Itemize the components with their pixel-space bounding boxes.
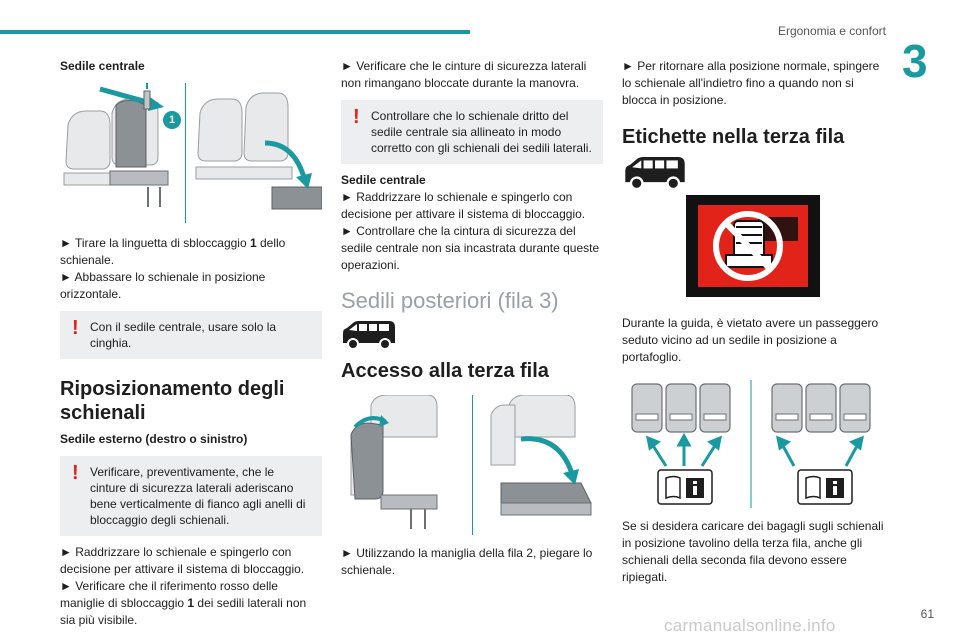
chapter-title-rear-seats: Sedili posteriori (fila 3) [341,288,559,313]
step-return-normal: ► Per ritornare alla posizione normale, spingere lo schienale all'indietro fino a quando non si blocca in posizione. [622,59,880,107]
section-title-repositioning: Riposizionamento degli schienali [60,378,285,424]
subheading-central-seat: Sedile centrale [341,173,426,187]
section-title-labels: Etichette nella terza fila [622,126,845,148]
column-right [622,58,888,586]
vehicle-icon [622,157,888,189]
prohibition-label [686,195,820,297]
column-left [60,58,322,629]
step-raise-backrest: ► Raddrizzare lo schienale e spingerlo con decisione per attivare il sistema di bloccaggio. [60,545,305,576]
callout-1: 1 [163,111,181,129]
header-title: Ergonomia e confort [777,24,886,38]
vehicle-icon [341,321,603,349]
figure-third-row-access [341,395,603,535]
figure-seat-labels [622,380,888,510]
column-middle [341,58,603,579]
header-accent-bar [0,30,470,34]
warning-icon: ! [72,462,79,484]
warning-central-belt: ! Con il sedile centrale, usare solo la cinghia. [60,311,322,359]
warning-icon: ! [353,106,360,128]
paragraph-luggage: Se si desidera caricare dei bagagli sugli schienali in posizione tavolino della terza fila, anche gli schienali della seconda fila devono essere ripiegati. [622,519,884,584]
section-title-third-row-access: Accesso alla terza fila [341,360,549,382]
warning-central-alignment: ! Controllare che lo schienale dritto del sedile centrale sia allineato in modo corretto con gli schienali dei sedili laterali. [341,100,603,164]
warning-outer-belts: ! Verificare, preventivamente, che le cinture di sicurezza laterali aderiscano bene verticalmente di fianco agli anelli di bloccaggio degli schienali. [60,456,322,536]
step-fold-backrest: ► Utilizzando la maniglia della fila 2, piegare lo schienale. [341,546,593,577]
step-check-belts: ► Verificare che le cinture di sicurezza laterali non rimangano bloccate durante la manovra. [341,59,587,90]
step-lower-backrest: ► Abbassare lo schienale in posizione orizzontale. [60,270,266,301]
chapter-number: 3 [902,35,928,87]
step-pull-tab: ► Tirare la linguetta di sbloccaggio 1 dello schienale. [60,236,286,267]
warning-icon: ! [72,317,79,339]
watermark: carmanualsonline.info [664,616,836,635]
subheading-outer-seat: Sedile esterno (destro o sinistro) [60,432,248,446]
figure-central-seat-fold [60,83,322,223]
page-number: 61 [920,607,934,621]
step-check-central-belt: ► Controllare che la cintura di sicurezza del sedile centrale non sia incastrata durante queste operazioni. [341,224,600,272]
step-raise-central: ► Raddrizzare lo schienale e spingerlo con decisione per attivare il sistema di bloccaggio. [341,190,586,221]
step-check-red-marker: ► Verificare che il riferimento rosso delle maniglie di sbloccaggio 1 dei sedili laterali non sia più visibile. [60,579,307,627]
paragraph-no-passenger: Durante la guida, è vietato avere un passeggero seduto vicino ad un sedile in posizione a portafoglio. [622,316,879,364]
heading-central-seat: Sedile centrale [60,59,145,73]
figure-divider [472,395,473,535]
figure-divider [185,83,186,223]
